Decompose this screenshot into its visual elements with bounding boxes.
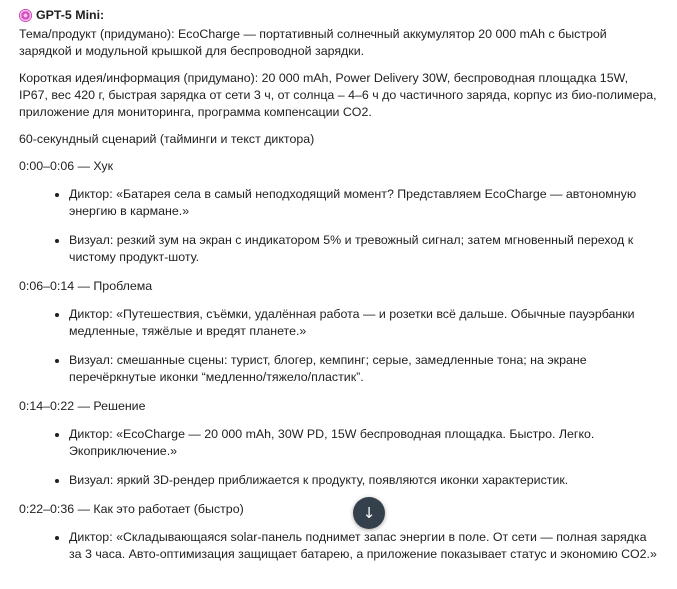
model-avatar-icon xyxy=(19,9,32,22)
section-list-solution xyxy=(19,426,659,489)
section-list-hook xyxy=(19,186,659,266)
idea-paragraph: Короткая идея/информация (придумано): 20 000 mAh, Power Delivery 30W, беспроводная площадка 15W, IP67, вес 420 г, быстрая зарядка от сети 3 ч, от солнца – 4–6 ч до частичного заряда, корпус из био-полимера, приложение для мониторинга, программа компенсации CO2. xyxy=(19,71,657,119)
list-item: • Диктор: «Путешествия, съёмки, удалённая работа — и розетки всё дальше. Обычные пауэрбанки медленные, тяжёлые и вредят планете.» xyxy=(69,306,659,340)
list-item: • Визуал: резкий зум на экран с индикатором 5% и тревожный сигнал; затем мгновенный переход к чистому продукт-шоту. xyxy=(69,232,659,266)
section-title-problem: 0:06–0:14 — Проблема xyxy=(19,279,153,293)
scroll-to-bottom-button[interactable] xyxy=(353,497,385,529)
scenario-title: 60-секундный сценарий (тайминги и текст диктора) xyxy=(19,132,315,146)
list-item: • Визуал: яркий 3D-рендер приближается к продукту, появляются иконки характеристик. xyxy=(69,472,659,489)
list-item: • Диктор: «Батарея села в самый неподходящий момент? Представляем EcoCharge — автономную энергию в кармане.» xyxy=(69,186,659,220)
product-paragraph: Тема/продукт (придумано): EcoCharge — портативный солнечный аккумулятор 20 000 mAh с быстрой зарядкой и модульной крышкой для беспроводной зарядки. xyxy=(19,27,607,58)
model-name: GPT-5 Mini: xyxy=(36,7,105,22)
list-item: • Диктор: «Складывающаяся solar-панель поднимет запас энергии в поле. От сети — полная зарядка за 3 часа. Авто-оптимизация защищает батарею, а приложение показывает статус и экономию CO2.» xyxy=(69,529,659,563)
bottom-fade xyxy=(0,575,677,589)
section-title-solution: 0:14–0:22 — Решение xyxy=(19,399,146,413)
message-header xyxy=(19,6,659,24)
section-title-how-it-works: 0:22–0:36 — Как это работает (быстро) xyxy=(19,502,244,516)
section-list-problem xyxy=(19,306,659,386)
list-item: • Визуал: смешанные сцены: турист, блогер, кемпинг; серые, замедленные тона; на экране перечёркнутые иконки “медленно/тяжело/пластик”. xyxy=(69,352,659,386)
arrow-down-icon: ↓ xyxy=(362,503,376,522)
section-title-hook: 0:00–0:06 — Хук xyxy=(19,159,114,173)
list-item: • Диктор: «EcoCharge — 20 000 mAh, 30W PD, 15W беспроводная площадка. Быстро. Легко. Экоприключение.» xyxy=(69,426,659,460)
section-list-how-it-works xyxy=(19,529,659,563)
message-content xyxy=(19,6,659,575)
